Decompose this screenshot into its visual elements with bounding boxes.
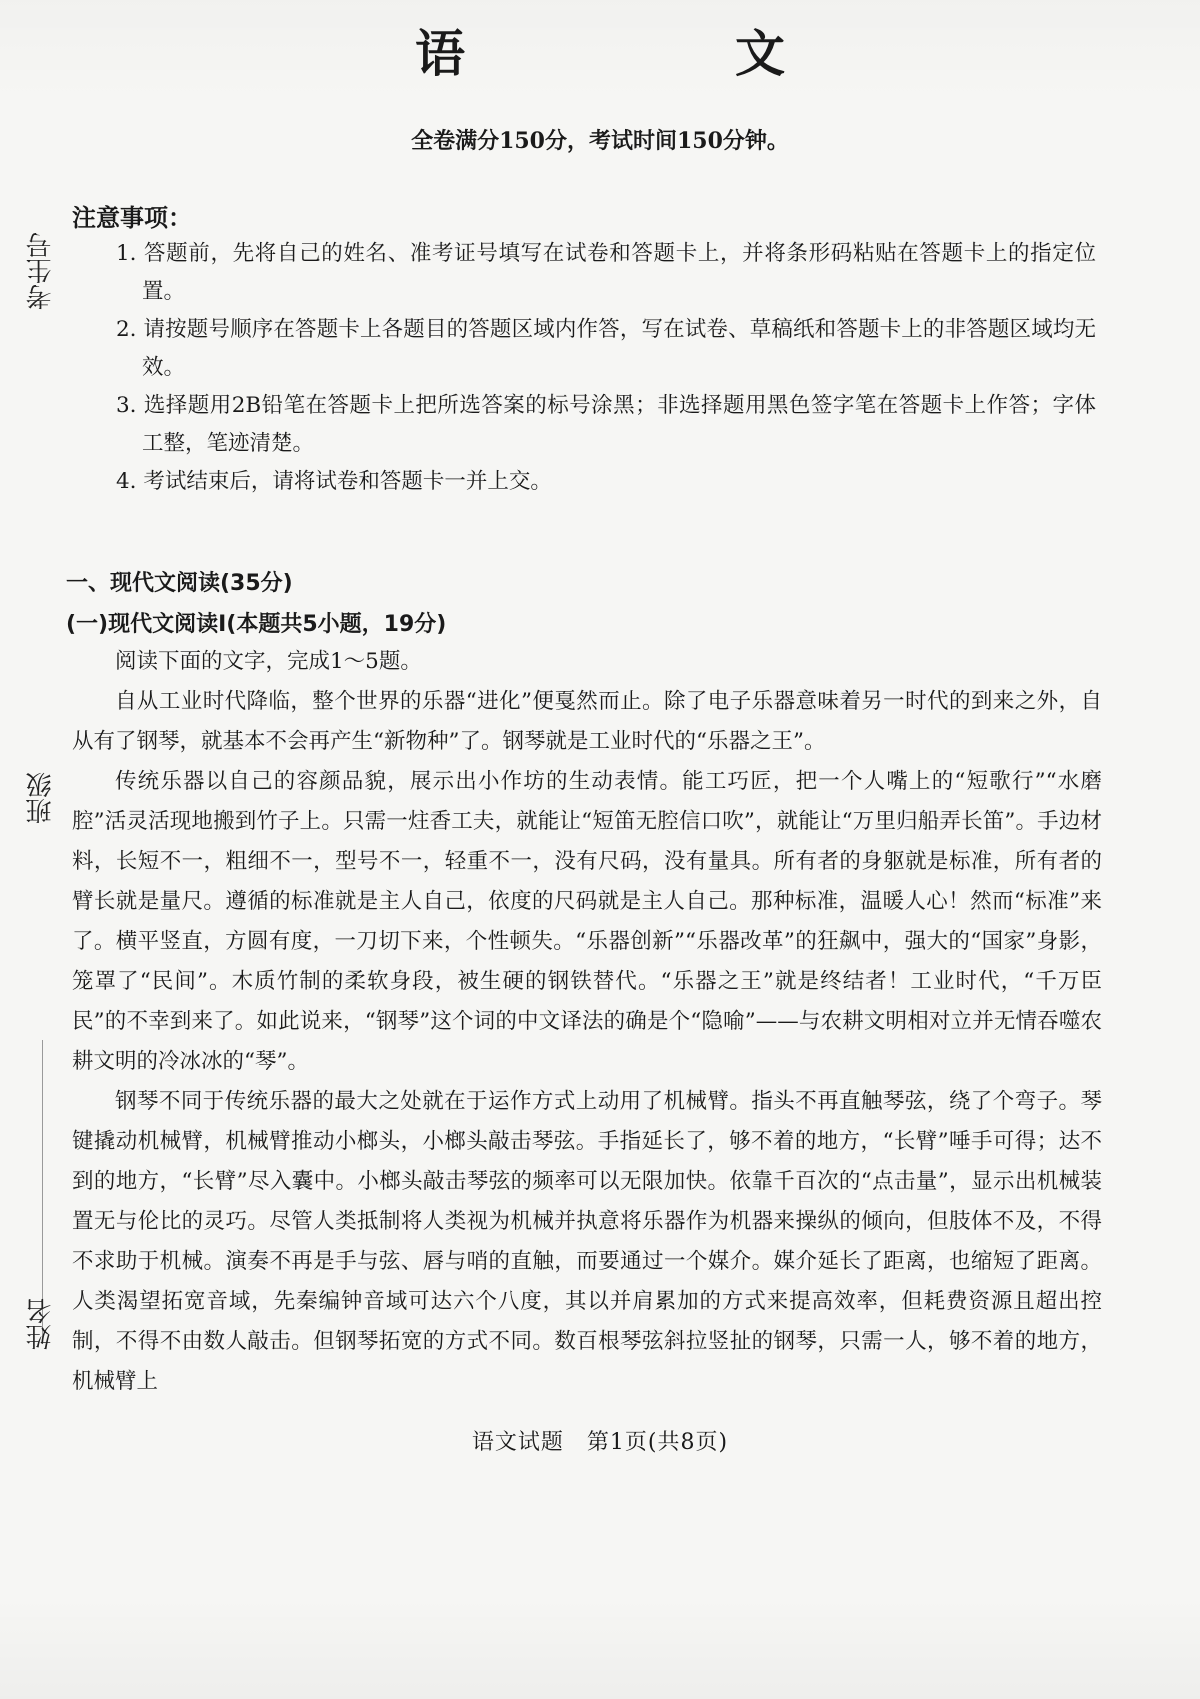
- subsection-heading: (一)现代文阅读Ⅰ(本题共5小题，19分): [66, 612, 447, 637]
- notes-list: [116, 235, 1096, 501]
- exam-info: 全卷满分150分，考试时间150分钟。: [411, 128, 789, 154]
- note-item: 1. 答题前，先将自己的姓名、准考证号填写在试卷和答题卡上，并将条形码粘贴在答题卡上的指定位置。: [116, 241, 1096, 304]
- section-heading: 一、现代文阅读(35分): [66, 571, 293, 596]
- passage-paragraph: 钢琴不同于传统乐器的最大之处就在于运作方式上动用了机械臂。指头不再直触琴弦，绕了个弯子。琴键撬动机械臂，机械臂推动小榔头，小榔头敲击琴弦。手指延长了，够不着的地方，“长臂”唾手可得；达不到的地方，“长臂”尽入囊中。小榔头敲击琴弦的频率可以无限加快。依靠千百次的“点击量”，显示出机械装置无与伦比的灵巧。尽管人类抵制将人类视为机械并执意将乐器作为机器来操纵的倾向，但肢体不及，不得不求助于机械。演奏不再是手与弦、唇与哨的直触，而要通过一个媒介。媒介延长了距离，也缩短了距离。人类渴望拓宽音域，先秦编钟音域可达六个八度，其以并肩累加的方式来提高效率，但耗费资源且超出控制，不得不由数人敲击。但钢琴拓宽的方式不同。数百根琴弦斜拉竖扯的钢琴，只需一人，够不着的地方，机械臂上: [72, 1089, 1102, 1394]
- side-label-name: 姓名: [26, 1298, 56, 1350]
- page-title: 语 文: [415, 24, 895, 83]
- passage-paragraph: 自从工业时代降临，整个世界的乐器“进化”便戛然而止。除了电子乐器意味着另一时代的到来之外，自从有了钢琴，就基本不会再产生“新物种”了。钢琴就是工业时代的“乐器之王”。: [72, 689, 1102, 754]
- side-label-exam-number: 考生号: [26, 232, 56, 310]
- notes-heading: 注意事项：: [72, 204, 192, 232]
- binding-line: [42, 1040, 43, 1340]
- page-footer: 语文试题 第1页(共8页): [471, 1430, 729, 1455]
- note-item: 4. 考试结束后，请将试卷和答题卡一并上交。: [116, 469, 552, 494]
- reading-passage: [72, 642, 1102, 1402]
- note-item: 2. 请按题号顺序在答题卡上各题目的答题区域内作答，写在试卷、草稿纸和答题卡上的非答题区域均无效。: [116, 317, 1096, 380]
- passage-instruction: 阅读下面的文字，完成1～5题。: [115, 649, 422, 674]
- note-item: 3. 选择题用2B铅笔在答题卡上把所选答案的标号涂黑；非选择题用黑色签字笔在答题卡上作答；字体工整，笔迹清楚。: [116, 393, 1096, 456]
- side-label-class: 班级: [26, 772, 56, 824]
- passage-paragraph: 传统乐器以自己的容颜品貌，展示出小作坊的生动表情。能工巧匠，把一个人嘴上的“短歌行”“水磨腔”活灵活现地搬到竹子上。只需一炷香工夫，就能让“短笛无腔信口吹”，就能让“万里归船弄长笛”。手边材料，长短不一，粗细不一，型号不一，轻重不一，没有尺码，没有量具。所有者的身躯就是标准，所有者的臂长就是量尺。遵循的标准就是主人自己，依度的尺码就是主人自己。那种标准，温暖人心！然而“标准”来了。横平竖直，方圆有度，一刀切下来，个性顿失。“乐器创新”“乐器改革”的狂飙中，强大的“国家”身影，笼罩了“民间”。木质竹制的柔软身段，被生硬的钢铁替代。“乐器之王”就是终结者！工业时代，“千万臣民”的不幸到来了。如此说来，“钢琴”这个词的中文译法的确是个“隐喻”——与农耕文明相对立并无情吞噬农耕文明的冷冰冰的“琴”。: [72, 769, 1102, 1074]
